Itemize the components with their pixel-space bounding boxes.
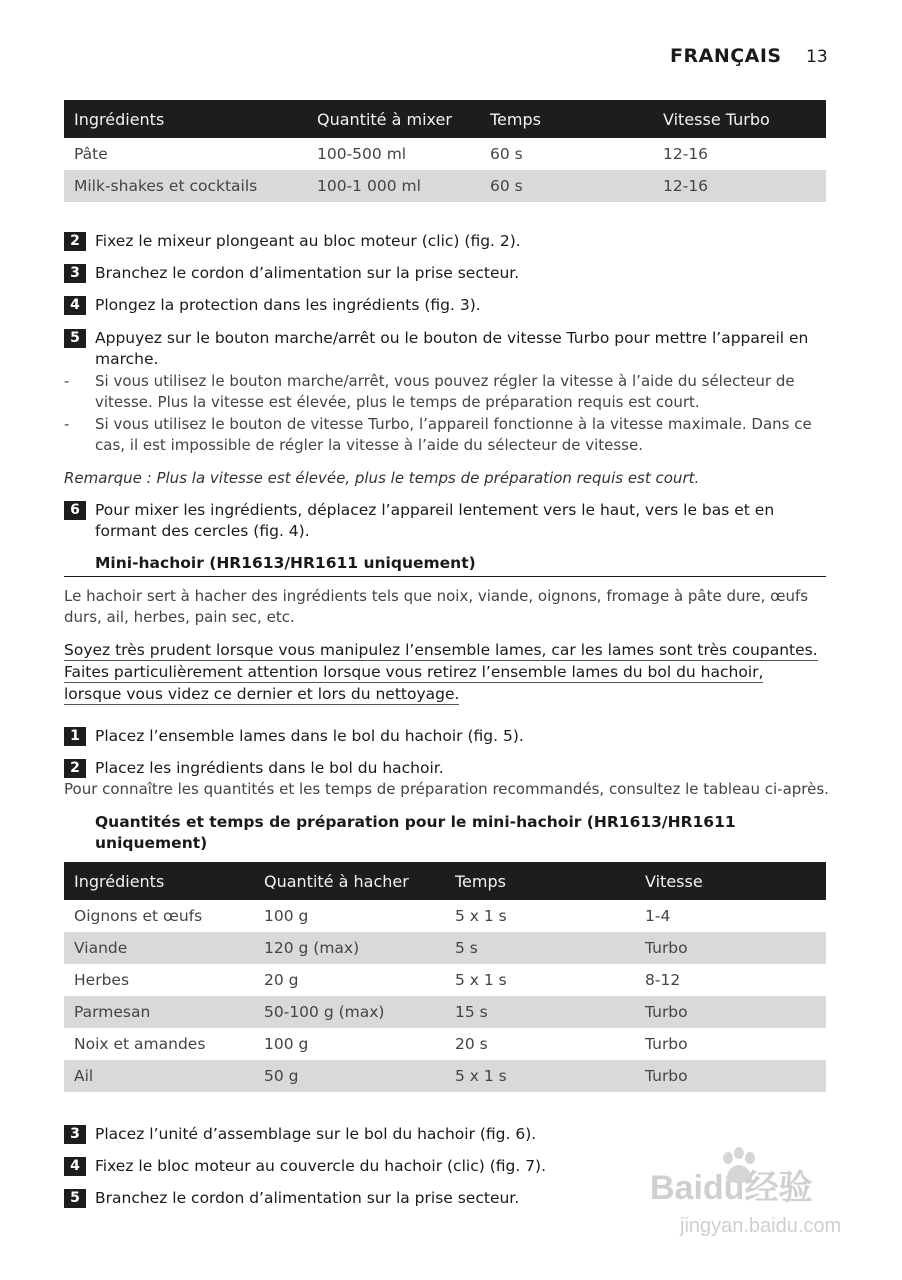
watermark-url: jingyan.baidu.com	[680, 1215, 842, 1237]
step-text: Pour mixer les ingrédients, déplacez l’appareil lentement vers le haut, vers le bas et en formant des cercles (fig. 4).	[95, 501, 775, 540]
warning-line	[64, 639, 844, 661]
step-item	[64, 263, 834, 284]
table-header-row	[64, 100, 826, 138]
table-row	[64, 996, 826, 1028]
table-cell: 100 g	[264, 1034, 309, 1053]
table-cell: Herbes	[74, 970, 130, 989]
table-cell: Turbo	[635, 1060, 826, 1092]
step-number: 3	[64, 264, 86, 283]
step-text: Placez l’ensemble lames dans le bol du hachoir (fig. 5).	[95, 727, 524, 745]
section-language-label: FRANÇAIS	[670, 45, 782, 67]
table-cell: 20 s	[455, 1034, 488, 1053]
table-cell: 5 x 1 s	[455, 970, 507, 989]
table-cell: 5 x 1 s	[445, 1060, 635, 1092]
step-number: 4	[64, 296, 86, 315]
table-cell: 120 g (max)	[254, 932, 445, 964]
step-item	[64, 726, 834, 747]
note-text: Remarque : Plus la vitesse est élevée, plus le temps de préparation requis est court.	[64, 469, 700, 487]
table-cell: 5 x 1 s	[455, 906, 507, 925]
warning-line	[64, 683, 844, 705]
bullet-dash: -	[64, 415, 70, 433]
table-header-cell: Quantité à mixer	[307, 100, 480, 138]
table-row	[64, 932, 826, 964]
bullet-dash: -	[64, 372, 70, 390]
bullet-text: Si vous utilisez le bouton de vitesse Turbo, l’appareil fonctionne à la vitesse maximale. Dans ce cas, il est impossible de régler la vitesse à l’aide du sélecteur de vitesse.	[95, 415, 812, 454]
table-header-cell: Vitesse Turbo	[653, 100, 826, 138]
step-text: Branchez le cordon d’alimentation sur la prise secteur.	[95, 1189, 520, 1207]
chopper-quantities-table	[64, 862, 826, 1092]
table-cell: 100 g	[264, 906, 309, 925]
table-cell: Noix et amandes	[74, 1034, 206, 1053]
table-cell: 12-16	[663, 144, 709, 163]
table-row	[64, 900, 826, 932]
table-cell: 1-4	[645, 906, 671, 925]
step-number: 5	[64, 329, 86, 348]
table-title: Quantités et temps de préparation pour le mini-hachoir (HR1613/HR1611 uniquement)	[95, 813, 736, 852]
bullet-text: Si vous utilisez le bouton marche/arrêt, vous pouvez régler la vitesse à l’aide du sélecteur de vitesse. Plus la vitesse est élevée, plus le temps de préparation requis est court.	[95, 372, 795, 411]
table-cell: Ail	[64, 1060, 254, 1092]
table-cell: 20 g	[264, 970, 299, 989]
table-cell: 60 s	[490, 144, 523, 163]
step-text: Branchez le cordon d’alimentation sur la prise secteur.	[95, 264, 520, 282]
step-number: 5	[64, 1189, 86, 1208]
step-number: 3	[64, 1125, 86, 1144]
warning-text: lorsque vous videz ce dernier et lors du nettoyage.	[64, 685, 460, 703]
table-cell: 50-100 g (max)	[254, 996, 445, 1028]
table-header-cell: Ingrédients	[64, 100, 307, 138]
table-cell: Parmesan	[64, 996, 254, 1028]
step-item	[64, 295, 834, 316]
table-cell: Milk-shakes et cocktails	[64, 170, 307, 202]
step-number: 6	[64, 501, 86, 520]
table-cell: Turbo	[635, 996, 826, 1028]
table-header-cell: Temps	[445, 862, 635, 900]
section-title: Mini-hachoir (HR1613/HR1611 uniquement)	[95, 554, 476, 572]
step-number: 2	[64, 759, 86, 778]
step-item	[64, 1124, 834, 1145]
section-divider	[64, 576, 826, 577]
table-cell: 100-500 ml	[317, 144, 407, 163]
section-intro: Le hachoir sert à hacher des ingrédients tels que noix, viande, oignons, fromage à pâte dure, œufs durs, ail, herbes, pain sec, etc.	[64, 587, 809, 626]
consult-text: Pour connaître les quantités et les temps de préparation recommandés, consultez le tableau ci-après.	[64, 780, 829, 798]
step-text: Fixez le bloc moteur au couvercle du hachoir (clic) (fig. 7).	[95, 1157, 547, 1175]
step-item	[64, 758, 834, 779]
table-cell: 12-16	[653, 170, 826, 202]
step-text: Placez les ingrédients dans le bol du hachoir.	[95, 759, 444, 777]
table-row	[64, 1028, 826, 1060]
table-header-cell: Vitesse	[635, 862, 826, 900]
table-row	[64, 170, 826, 202]
step-item	[64, 231, 834, 252]
warning-text: Faites particulièrement attention lorsque vous retirez l’ensemble lames du bol du hachoir,	[64, 663, 764, 681]
table-cell: Pâte	[74, 144, 108, 163]
blender-quantities-table	[64, 100, 826, 202]
table-cell: Turbo	[635, 932, 826, 964]
step-text: Appuyez sur le bouton marche/arrêt ou le bouton de vitesse Turbo pour mettre l’appareil en marche.	[95, 329, 809, 368]
watermark-brand: Baidu经验	[650, 1169, 813, 1207]
step-number: 2	[64, 232, 86, 251]
table-cell: 60 s	[480, 170, 653, 202]
table-cell: 100-1 000 ml	[307, 170, 480, 202]
table-cell: Oignons et œufs	[74, 906, 203, 925]
table-row	[64, 138, 826, 170]
table-cell: Viande	[64, 932, 254, 964]
table-cell: 15 s	[445, 996, 635, 1028]
page-number: 13	[806, 47, 828, 67]
table-cell: 50 g	[254, 1060, 445, 1092]
table-header-cell: Temps	[480, 100, 653, 138]
step-text: Placez l’unité d’assemblage sur le bol du hachoir (fig. 6).	[95, 1125, 537, 1143]
table-header-cell: Quantité à hacher	[254, 862, 445, 900]
step-item	[64, 500, 834, 540]
table-header-row	[64, 862, 826, 900]
step-text: Fixez le mixeur plongeant au bloc moteur (clic) (fig. 2).	[95, 232, 521, 250]
table-cell: 8-12	[645, 970, 681, 989]
table-cell: 5 s	[445, 932, 635, 964]
warning-line	[64, 661, 844, 683]
table-row	[64, 964, 826, 996]
table-row	[64, 1060, 826, 1092]
step-item	[64, 328, 834, 368]
warning-text: Soyez très prudent lorsque vous manipulez l’ensemble lames, car les lames sont très coupantes.	[64, 641, 818, 659]
step-number: 1	[64, 727, 86, 746]
table-header-cell: Ingrédients	[64, 862, 254, 900]
step-number: 4	[64, 1157, 86, 1176]
step-text: Plongez la protection dans les ingrédients (fig. 3).	[95, 296, 481, 314]
table-cell: Turbo	[645, 1034, 688, 1053]
